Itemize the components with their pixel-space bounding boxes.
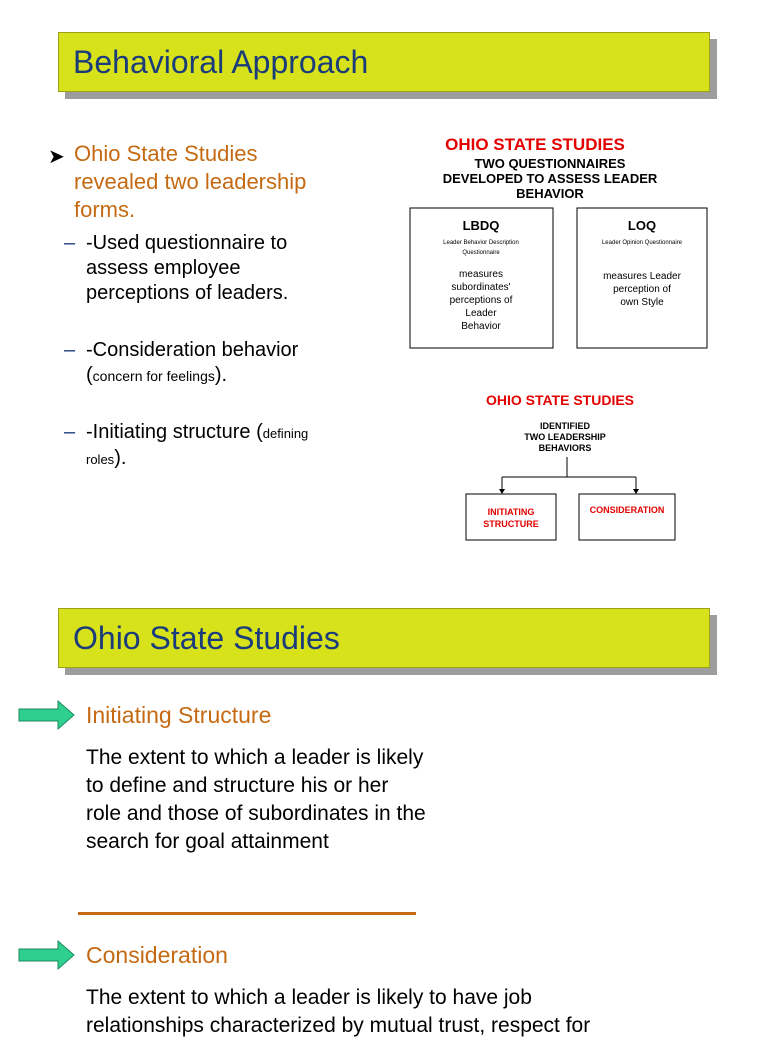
sub-bullet-initiating xyxy=(64,420,316,472)
section-heading-consideration: Consideration xyxy=(86,942,228,968)
sub-bullet-text: -Initiating structure ( xyxy=(86,421,263,443)
lbdq-subtitle: Leader Behavior Description xyxy=(443,240,519,246)
box-label: STRUCTURE xyxy=(483,519,539,529)
questionnaire-diagram xyxy=(400,128,720,358)
initiating-definition xyxy=(86,744,426,856)
slide-title-text: Behavioral Approach xyxy=(73,43,369,80)
diagram-title: OHIO STATE STUDIES xyxy=(485,392,635,408)
sub-bullet-questionnaire xyxy=(64,231,316,306)
sub-bullet-text: -Consideration behavior ( xyxy=(86,339,299,386)
divider-line xyxy=(78,912,416,915)
diagram-subtitle: DEVELOPED TO ASSESS LEADER xyxy=(442,171,658,186)
box-label: CONSIDERATION xyxy=(589,505,665,515)
lbdq-line: Leader xyxy=(465,308,497,319)
dash-marker: – xyxy=(64,232,76,254)
diagram-line: TWO LEADERSHIP xyxy=(524,432,606,442)
loq-subtitle: Leader Opinion Questionnaire xyxy=(601,240,683,246)
consideration-definition xyxy=(86,984,766,1040)
arrowhead-icon xyxy=(633,489,639,494)
diagram-title: OHIO STATE STUDIES xyxy=(445,135,625,154)
sub-bullet-text: -Used questionnaire to assess employee perceptions of leaders. xyxy=(86,232,289,304)
right-arrowhead-icon: ➤ xyxy=(48,146,65,168)
slide-title-text: Ohio State Studies xyxy=(73,619,340,656)
text-line: to define and structure his or her xyxy=(86,774,389,797)
bullet-main-text: Ohio State Studies revealed two leadership forms. xyxy=(74,141,307,222)
lbdq-line: measures xyxy=(459,269,503,280)
green-arrow-icon xyxy=(18,940,76,970)
text-line: The extent to which a leader is likely xyxy=(86,746,424,769)
box-label: INITIATING xyxy=(487,507,535,517)
sub-bullet-consideration xyxy=(64,338,316,389)
dash-marker: – xyxy=(64,421,76,443)
diagram-line: BEHAVIORS xyxy=(538,443,592,453)
text-line: relationships characterized by mutual trust, respect for xyxy=(86,1014,591,1037)
diagram-subtitle: TWO QUESTIONNAIRES xyxy=(474,156,626,171)
loq-line: own Style xyxy=(620,297,664,308)
lbdq-line: subordinates' xyxy=(451,282,511,293)
text-line: search for goal attainment xyxy=(86,830,329,853)
initiating-structure-box xyxy=(466,494,556,540)
loq-title: LOQ xyxy=(627,218,657,233)
slide-title xyxy=(58,32,710,92)
section-heading-initiating: Initiating Structure xyxy=(86,702,272,728)
lbdq-subtitle: Questionnaire xyxy=(462,250,500,256)
sub-bullet-end: ). xyxy=(214,364,228,386)
consideration-box xyxy=(579,494,675,540)
lbdq-line: Behavior xyxy=(461,321,501,332)
dash-marker: – xyxy=(64,339,76,361)
arrowhead-icon xyxy=(499,489,505,494)
diagram-subtitle: BEHAVIOR xyxy=(516,186,584,201)
sub-bullet-small: defining roles xyxy=(86,426,309,467)
text-line: The extent to which a leader is likely to have job xyxy=(86,986,532,1009)
sub-bullet-small: concern for feelings xyxy=(92,368,215,384)
sub-bullet-end: ). xyxy=(114,447,127,469)
diagram-line: IDENTIFIED xyxy=(539,421,591,431)
loq-line: perception of xyxy=(613,284,671,295)
lbdq-line: perceptions of xyxy=(449,295,513,306)
text-line: role and those of subordinates in the xyxy=(86,802,426,825)
behaviors-diagram xyxy=(440,385,700,550)
green-arrow-icon xyxy=(18,700,76,730)
lbdq-title: LBDQ xyxy=(462,218,500,233)
loq-line: measures Leader xyxy=(603,271,681,282)
slide-title xyxy=(58,608,710,668)
